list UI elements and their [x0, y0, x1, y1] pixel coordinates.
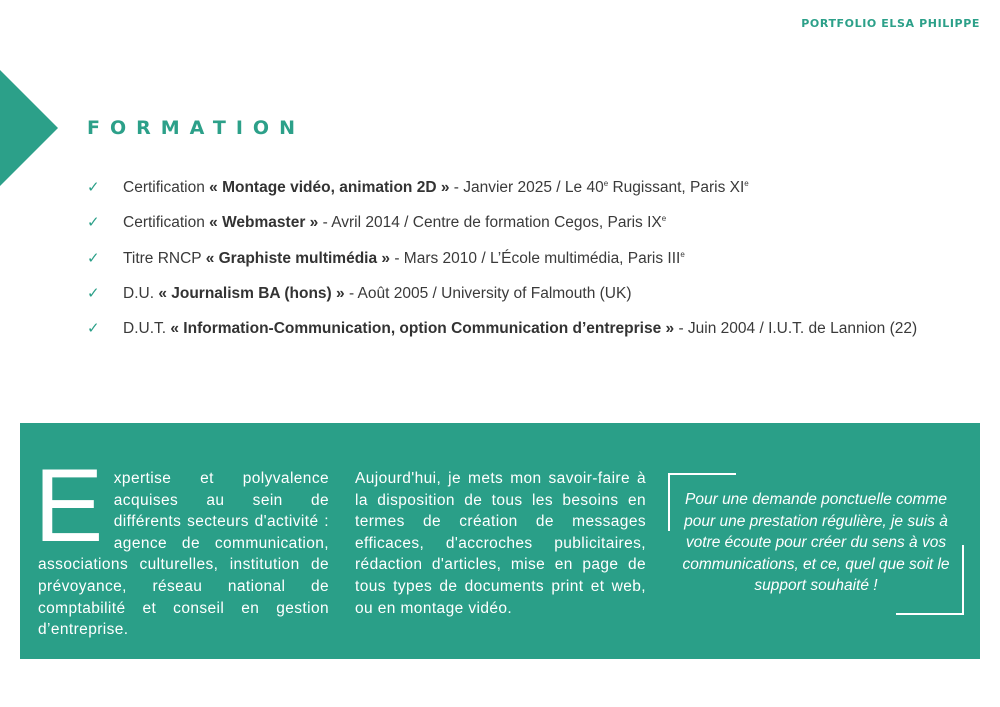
section-title: FORMATION: [87, 117, 305, 139]
formation-text: D.U. « Journalism BA (hons) » - Août 2005 / University of Falmouth (UK): [123, 284, 632, 302]
check-icon: ✓: [87, 320, 100, 338]
formation-item: [87, 249, 917, 284]
formation-item: [87, 319, 917, 354]
check-icon: ✓: [87, 284, 100, 302]
about-left-text: xpertise et polyvalence acquises au sein de différents secteurs d'activité : agence de communication, associations culturelles, institution de prévoyance, réseau national de comptabilité et conseil en gestion d’entreprise.: [38, 470, 329, 639]
quote-frame: [668, 473, 964, 615]
dropcap: E: [34, 448, 104, 564]
formation-item: [87, 213, 917, 248]
formation-text: Certification « Webmaster » - Avril 2014 / Centre de formation Cegos, Paris IXe: [123, 214, 667, 232]
formation-item: [87, 284, 917, 319]
formation-text: D.U.T. « Information-Communication, option Communication d’entreprise » - Juin 2004 / I.U.T. de Lannion (22): [123, 320, 918, 338]
about-middle-column: Aujourd'hui, je mets mon savoir-faire à la disposition de tous les besoins en termes de création de messages efficaces, d'accroches publicitaires, rédaction d'articles, mise en page de tous types de documents print et web, ou en montage vidéo.: [355, 470, 646, 617]
decorative-triangle: [0, 70, 58, 186]
quote-text: Pour une demande ponctuelle comme pour une prestation régulière, je suis à votre écoute pour créer du sens à vos communications, et ce, quel que soit le support souhaité !: [682, 491, 950, 595]
portfolio-brand: PORTFOLIO ELSA PHILIPPE: [801, 17, 980, 30]
about-panel: [20, 423, 980, 659]
about-left-column: [34, 448, 329, 641]
formation-text: Certification « Montage vidéo, animation 2D » - Janvier 2025 / Le 40e Rugissant, Paris XIe: [123, 178, 749, 196]
formation-text: Titre RNCP « Graphiste multimédia » - Mars 2010 / L’École multimédia, Paris IIIe: [123, 249, 685, 267]
formation-list: [87, 178, 917, 354]
check-icon: ✓: [87, 179, 100, 196]
check-icon: ✓: [87, 249, 100, 267]
check-icon: ✓: [87, 214, 100, 232]
formation-item: [87, 178, 917, 213]
